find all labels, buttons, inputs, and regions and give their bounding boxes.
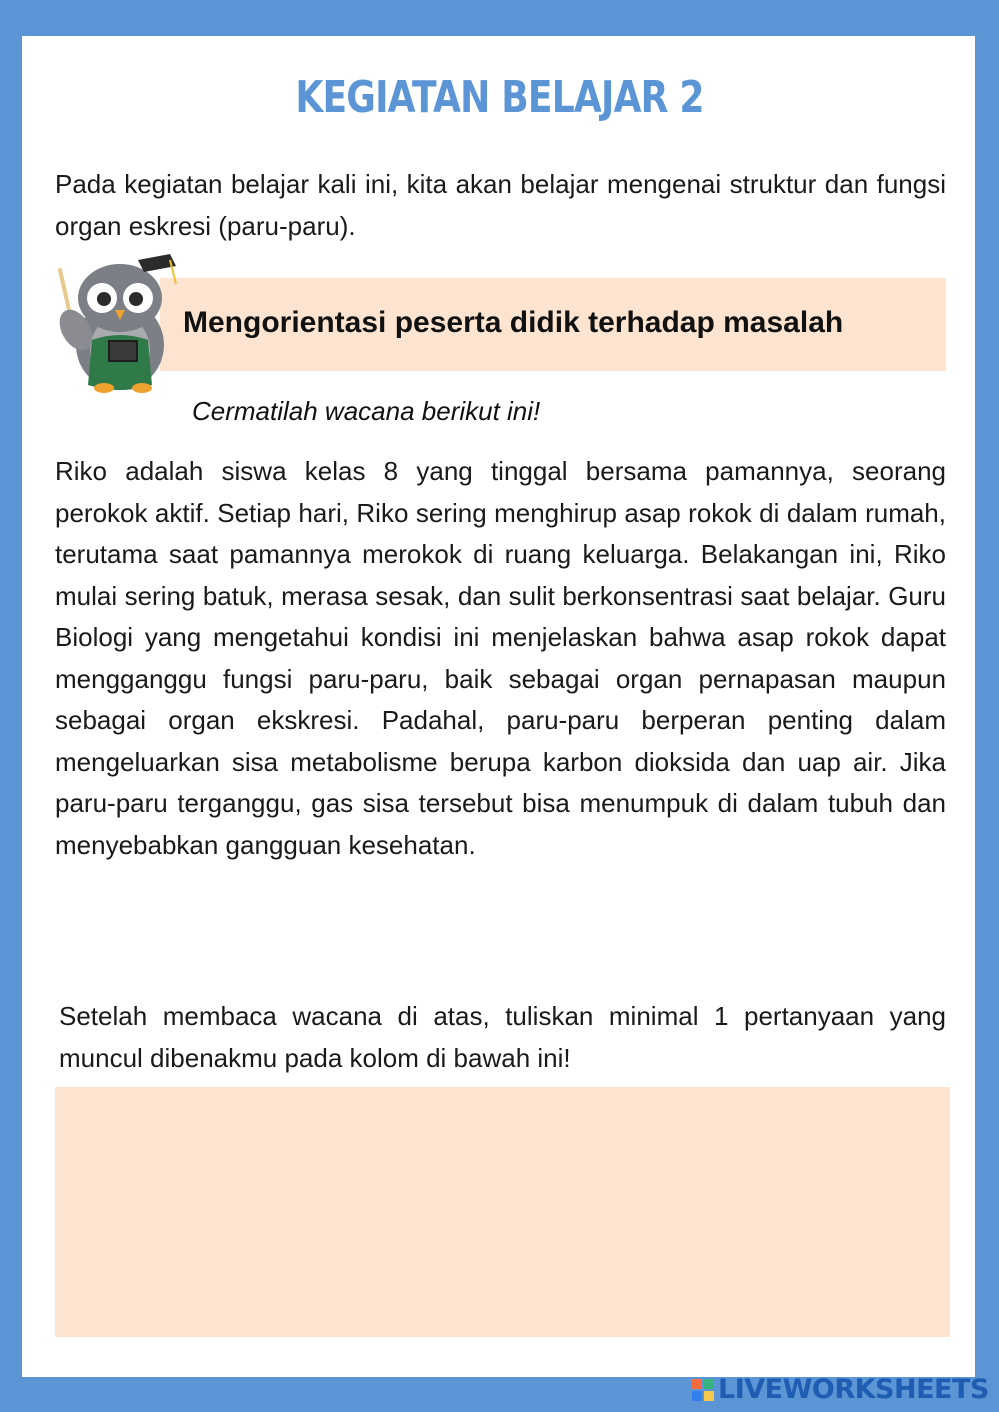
section-title: Mengorientasi peserta didik terhadap masalah — [183, 306, 844, 339]
answer-input[interactable] — [55, 1087, 950, 1337]
liveworksheets-logo-icon — [692, 1379, 714, 1401]
owl-teacher-icon — [52, 250, 182, 400]
question-prompt: Setelah membaca wacana di atas, tuliskan minimal 1 pertanyaan yang muncul dibenakmu pada kolom di bawah ini! — [59, 1001, 946, 1073]
intro-paragraph: Pada kegiatan belajar kali ini, kita akan belajar mengenai struktur dan fungsi organ eskresi (paru-paru). — [55, 169, 946, 241]
story-paragraph: Riko adalah siswa kelas 8 yang tinggal bersama pamannya, seorang perokok aktif. Setiap hari, Riko sering menghirup asap rokok di dalam rumah, terutama saat pamannya merokok di ruang keluarga. Belakangan ini, Riko mulai sering batuk, merasa sesak, dan sulit berkonsentrasi saat belajar. Guru Biologi yang mengetahui kondisi ini menjelaskan bahwa asap rokok dapat mengganggu fungsi paru-paru, baik sebagai organ pernapasan maupun sebagai organ ekskresi. Padahal, paru-paru berperan penting dalam mengeluarkan sisa metabolisme berupa karbon dioksida dan uap air. Jika paru-paru terganggu, gas sisa tersebut bisa menumpuk di dalam tubuh dan menyebabkan gangguan kesehatan. — [55, 456, 946, 860]
page-title: KEGIATAN BELAJAR 2 — [295, 72, 704, 123]
logo-text: LIVEWORKSHEETS — [718, 1374, 989, 1405]
instruction-text: Cermatilah wacana berikut ini! — [192, 396, 541, 426]
liveworksheets-logo — [692, 1374, 989, 1405]
